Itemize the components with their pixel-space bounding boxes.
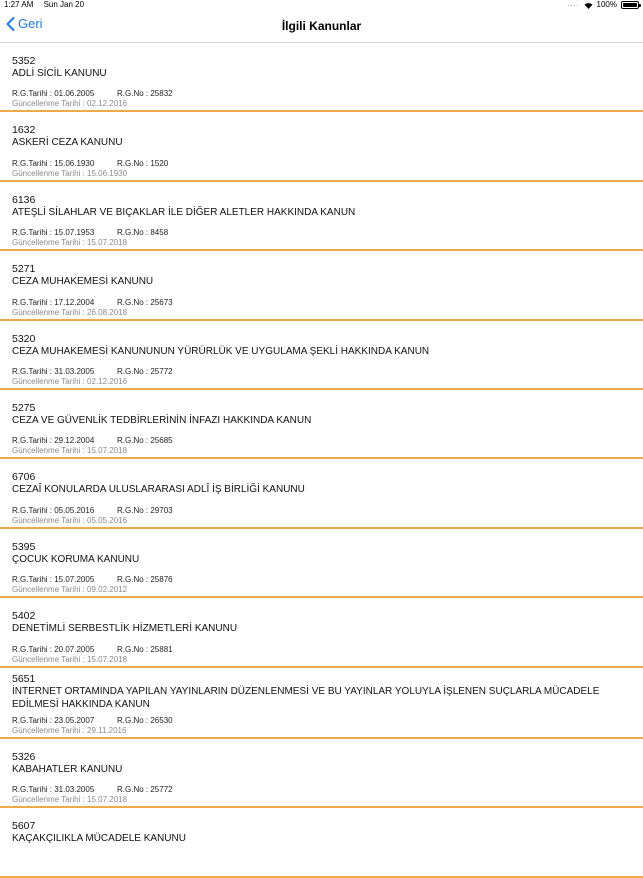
update-value: 02.12.2016 [87, 376, 128, 386]
update-label: Güncellenme Tarihi : [12, 654, 87, 664]
rg-no-label: R.G.No : [117, 297, 151, 307]
law-update-date [12, 238, 127, 248]
rg-no-value: 29703 [150, 505, 173, 515]
update-label: Güncellenme Tarihi : [12, 585, 87, 595]
update-value: 05.05.2016 [87, 515, 128, 525]
law-number: 5275 [12, 401, 36, 414]
rg-date-label: R.G.Tarihi : [12, 297, 55, 307]
rg-date-label: R.G.Tarihi : [12, 785, 55, 795]
law-list-item[interactable] [0, 808, 643, 877]
status-bar [0, 0, 643, 10]
law-list-item[interactable] [0, 668, 643, 739]
rg-no [117, 436, 173, 446]
rg-no [117, 645, 173, 655]
rg-no-label: R.G.No : [117, 575, 151, 585]
law-gazette-info [12, 228, 169, 238]
page-title: İlgili Kanunlar [281, 19, 362, 33]
rg-date-value: 17.12.2004 [54, 297, 95, 307]
law-title: ATEŞLİ SİLAHLAR VE BIÇAKLAR İLE DİĞER ALETLER HAKKINDA KANUN [12, 206, 356, 218]
rg-date-label: R.G.Tarihi : [12, 505, 55, 515]
law-number: 6136 [12, 193, 36, 206]
law-list-item[interactable] [0, 43, 643, 112]
law-update-date [12, 99, 127, 109]
signal-icon: .... [567, 1, 580, 8]
rg-no-label: R.G.No : [117, 505, 151, 515]
rg-no-value: 1520 [150, 158, 169, 168]
navigation-bar [0, 10, 643, 43]
update-label: Güncellenme Tarihi : [12, 99, 87, 109]
rg-no [117, 89, 173, 99]
rg-date-value: 05.05.2016 [54, 505, 95, 515]
rg-no [117, 228, 168, 238]
law-title: CEZA MUHAKEMESİ KANUNUNUN YÜRÜRLÜK VE UYGULAMA ŞEKLİ HAKKINDA KANUN [12, 345, 430, 357]
law-list-item[interactable] [0, 529, 643, 598]
rg-no-label: R.G.No : [117, 228, 151, 238]
rg-no [117, 785, 173, 795]
rg-no [117, 367, 173, 377]
law-title: CEZA VE GÜVENLİK TEDBİRLERİNİN İNFAZI HAKKINDA KANUN [12, 414, 312, 426]
status-left [4, 0, 92, 10]
law-number: 5320 [12, 332, 36, 345]
law-gazette-info [12, 158, 169, 169]
rg-no-label: R.G.No : [117, 89, 151, 99]
law-title: ÇOCUK KORUMA KANUNU [12, 553, 140, 565]
update-value: 15.06.1930 [87, 168, 128, 178]
law-title: CEZA MUHAKEMESİ KANUNU [12, 276, 154, 288]
rg-date-value: 15.07.2005 [54, 575, 95, 585]
rg-date-label: R.G.Tarihi : [12, 228, 55, 238]
law-update-date [12, 446, 127, 456]
law-update-date [12, 377, 127, 387]
status-time: 1:27 AM [4, 0, 34, 9]
law-title: ASKERİ CEZA KANUNU [12, 137, 123, 149]
law-update-date [12, 169, 127, 179]
rg-no-label: R.G.No : [117, 715, 151, 725]
update-value: 15.07.2018 [87, 446, 128, 456]
update-label: Güncellenme Tarihi : [12, 168, 87, 178]
rg-no-label: R.G.No : [117, 436, 151, 446]
law-update-date [12, 655, 127, 665]
update-value: 09.02.2012 [87, 585, 128, 595]
law-list-item[interactable] [0, 112, 643, 181]
law-list-item[interactable] [0, 459, 643, 528]
law-title: KABAHATLER KANUNU [12, 763, 123, 775]
law-gazette-info [12, 575, 173, 585]
update-label: Güncellenme Tarihi : [12, 795, 87, 805]
law-gazette-info [12, 785, 173, 795]
rg-no-value: 25685 [150, 436, 173, 446]
law-number: 5395 [12, 540, 36, 553]
rg-no-value: 8458 [150, 228, 169, 238]
law-gazette-info [12, 715, 173, 726]
rg-no-value: 25772 [150, 785, 173, 795]
law-title: KAÇAKÇILIKLA MÜCADELE KANUNU [12, 833, 186, 845]
law-number: 5271 [12, 263, 36, 276]
law-number: 5326 [12, 750, 36, 763]
wifi-icon [584, 2, 593, 9]
rg-no-value: 25673 [150, 297, 173, 307]
rg-no [117, 159, 168, 169]
law-number: 5402 [12, 610, 36, 623]
update-value: 26.08.2018 [87, 307, 128, 317]
rg-date-label: R.G.Tarihi : [12, 575, 55, 585]
law-list-item[interactable] [0, 251, 643, 320]
update-label: Güncellenme Tarihi : [12, 307, 87, 317]
update-value: 29.11.2016 [87, 725, 127, 735]
law-update-date [12, 516, 127, 526]
law-title: CEZAÎ KONULARDA ULUSLARARASI ADLÎ İŞ BİRLİĞİ KANUNU [12, 484, 305, 496]
law-number: 5607 [12, 820, 36, 833]
law-title: ADLİ SİCİL KANUNU [12, 68, 107, 79]
rg-no-value: 26530 [150, 715, 173, 725]
update-value: 15.07.2018 [87, 238, 128, 248]
law-update-date [12, 726, 126, 736]
rg-date-value: 31.03.2005 [54, 366, 95, 376]
law-gazette-info [12, 644, 173, 655]
rg-no [117, 506, 173, 516]
law-list [0, 43, 643, 878]
rg-date-value: 15.06.1930 [54, 158, 95, 168]
law-list-item[interactable] [0, 321, 643, 390]
update-label: Güncellenme Tarihi : [12, 725, 87, 735]
update-value: 02.12.2016 [87, 99, 128, 109]
law-update-date [12, 795, 127, 805]
rg-date-value: 29.12.2004 [54, 436, 95, 446]
update-label: Güncellenme Tarihi : [12, 446, 87, 456]
rg-date-label: R.G.Tarihi : [12, 366, 55, 376]
update-value: 15.07.2018 [87, 654, 128, 664]
rg-date-value: 23.05.2007 [54, 715, 95, 725]
rg-date-value: 31.03.2005 [54, 785, 95, 795]
law-number: 5651 [12, 672, 36, 685]
rg-date-label: R.G.Tarihi : [12, 158, 55, 168]
rg-no-value: 25881 [150, 644, 173, 654]
rg-no [117, 716, 173, 726]
law-list-item[interactable] [0, 739, 643, 808]
rg-no-label: R.G.No : [117, 785, 151, 795]
update-label: Güncellenme Tarihi : [12, 515, 87, 525]
law-list-item[interactable] [0, 390, 643, 459]
update-label: Güncellenme Tarihi : [12, 238, 87, 248]
law-number: 5352 [12, 55, 36, 67]
law-gazette-info [12, 297, 173, 308]
rg-no-label: R.G.No : [117, 644, 151, 654]
rg-date-label: R.G.Tarihi : [12, 89, 55, 99]
law-update-date [12, 585, 127, 595]
back-label: Geri [18, 16, 43, 31]
law-gazette-info [12, 505, 173, 516]
battery-icon [621, 1, 639, 9]
update-label: Güncellenme Tarihi : [12, 376, 87, 386]
law-gazette-info [12, 436, 173, 446]
law-gazette-info [12, 89, 173, 99]
status-date: Sun Jan 20 [43, 0, 85, 9]
battery-percent: 100% [596, 0, 617, 9]
law-title: İNTERNET ORTAMINDA YAPILAN YAYINLARIN DÜZENLENMESİ VE BU YAYINLAR YOLUYLA İŞLENEN SUÇLARLA MÜCADELE EDİLMESİ HAKKINDA KANUN [12, 685, 600, 710]
law-number: 6706 [12, 471, 36, 484]
status-right [568, 0, 639, 10]
rg-date-label: R.G.Tarihi : [12, 715, 55, 725]
law-title: DENETİMLİ SERBESTLİK HİZMETLERİ KANUNU [12, 623, 238, 635]
rg-date-value: 15.07.1953 [54, 228, 95, 238]
rg-no-value: 25876 [150, 575, 173, 585]
rg-date-label: R.G.Tarihi : [12, 436, 55, 446]
rg-no-label: R.G.No : [117, 158, 151, 168]
rg-no-value: 25832 [150, 89, 173, 99]
law-update-date [12, 308, 127, 318]
law-list-item[interactable] [0, 182, 643, 251]
rg-no-label: R.G.No : [117, 366, 151, 376]
rg-date-value: 01.06.2005 [54, 89, 95, 99]
law-number: 1632 [12, 124, 36, 137]
rg-date-value: 20.07.2005 [54, 644, 95, 654]
rg-no [117, 298, 173, 308]
law-gazette-info [12, 366, 173, 377]
update-value: 15.07.2018 [87, 795, 128, 805]
law-list-item[interactable] [0, 598, 643, 667]
rg-no-value: 25772 [150, 366, 173, 376]
rg-no [117, 575, 173, 585]
rg-date-label: R.G.Tarihi : [12, 644, 55, 654]
